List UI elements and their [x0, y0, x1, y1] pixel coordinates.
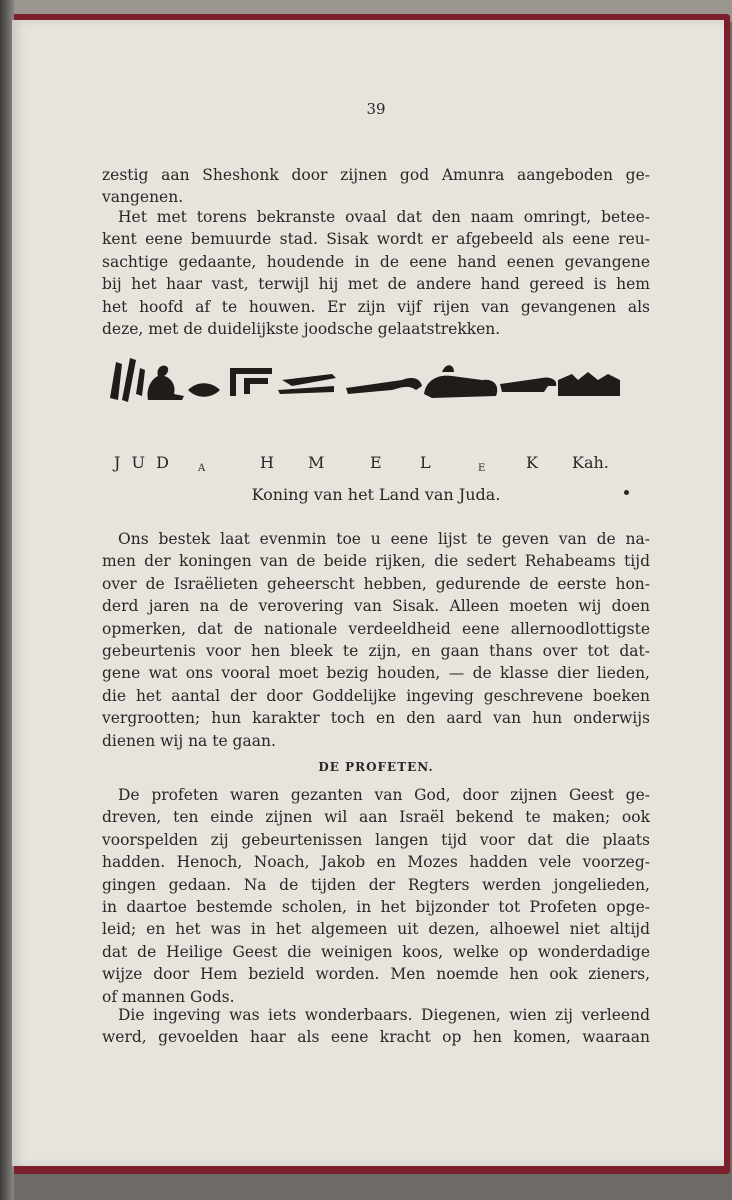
translit-k: K — [526, 453, 541, 472]
hieroglyph-row — [102, 350, 650, 410]
text-line: over de Israëlieten geheerscht hebben, gedurende de eerste hon- — [102, 574, 650, 593]
text-line: De profeten waren gezanten van God, door zijnen Geest ge- — [118, 786, 650, 804]
text-line: men der koningen van de beide rijken, die sedert Rehabeams tijd — [102, 552, 650, 571]
text-line: bij het haar vast, terwijl hij met de andere hand gereed is hem — [102, 275, 650, 294]
translit-a: A — [198, 463, 209, 474]
snake-glyph — [346, 378, 422, 394]
hieroglyph-caption: Koning van het Land van Juda. — [251, 485, 501, 504]
text-line: vangenen. — [102, 188, 184, 207]
page-number: 39 — [366, 100, 386, 118]
text-line: die het aantal der door Goddelijke ingeving geschrevene boeken — [102, 686, 650, 705]
text-line: Die ingeving was iets wonderbaars. Diegenen, wien zij verleend — [118, 1006, 650, 1024]
basket-glyph — [558, 372, 620, 396]
lion-glyph — [424, 365, 497, 398]
paragraph-1 — [102, 164, 650, 209]
house-glyph — [230, 368, 272, 396]
water-glyph — [278, 374, 336, 394]
transliteration-row — [102, 452, 650, 478]
text-line: of mannen Gods. — [102, 987, 235, 1006]
text-line: wijze door Hem bezield worden. Men noemde hen ook zieners, — [102, 965, 650, 984]
text-line: dat de Heilige Geest die weinigen koos, welke op wonderdadige — [102, 942, 650, 961]
text-line: in daartoe bestemde scholen, in het bijzonder tot Profeten opge- — [102, 898, 650, 917]
arm-glyph — [500, 377, 556, 392]
section-heading: DE PROFETEN. — [318, 760, 434, 774]
bird-glyph — [147, 366, 184, 400]
text-line: vergrootten; hun karakter toch en den aard van hun onderwijs — [102, 709, 650, 728]
translit-e: E — [370, 453, 385, 472]
reed-glyph — [110, 358, 145, 402]
paragraph-3 — [102, 528, 650, 752]
translit-e2: E — [478, 463, 489, 474]
text-line: gingen gedaan. Na de tijden der Regters werden jongelieden, — [102, 875, 650, 894]
text-line: het hoofd af te houwen. Er zijn vijf rijen van gevangenen als — [102, 297, 650, 316]
text-line: Het met torens bekranste ovaal dat den naam omringt, betee- — [118, 208, 650, 226]
text-line: voorspelden zij gebeurtenissen langen tijd voor dat die plaats — [102, 830, 650, 849]
translit-m: M — [308, 453, 328, 472]
text-line: opmerken, dat de nationale verdeeldheid eene allernoodlottigste — [102, 619, 650, 638]
text-line: derd jaren na de verovering van Sisak. Alleen moeten wij doen — [102, 597, 650, 616]
text-line: kent eene bemuurde stad. Sisak wordt er afgebeeld als eene reu- — [102, 230, 650, 249]
translit-h: H — [260, 453, 277, 472]
text-line: dreven, ten einde zijnen wil aan Israël bekend te maken; ook — [102, 808, 650, 827]
ink-dot — [624, 490, 629, 495]
paragraph-4 — [102, 784, 650, 1008]
text-line: gebeurtenis voor hen bleek te zijn, en gaan thans over tot dat- — [102, 642, 650, 661]
translit-jud: J U D — [114, 453, 172, 472]
translit-kah: Kah. — [572, 453, 609, 472]
paragraph-5 — [102, 1004, 650, 1049]
text-line: zestig aan Sheshonk door zijnen god Amunra aangeboden ge- — [102, 166, 650, 184]
text-line: dienen wij na te gaan. — [102, 731, 276, 750]
book-page — [12, 20, 724, 1166]
paragraph-2 — [102, 206, 650, 340]
text-line: deze, met de duidelijkste joodsche gelaatstrekken. — [102, 320, 501, 339]
text-line: leid; en het was in het algemeen uit dezen, alhoewel niet altijd — [102, 920, 650, 939]
text-line: sachtige gedaante, houdende in de eene hand eenen gevangene — [102, 252, 650, 271]
text-line: werd, gevoelden haar als eene kracht op hen komen, waaraan — [102, 1028, 650, 1047]
text-line: Ons bestek laat evenmin toe u eene lijst te geven van de na- — [118, 530, 650, 548]
text-line: hadden. Henoch, Noach, Jakob en Mozes hadden vele voorzeg- — [102, 853, 650, 872]
mouth-glyph — [188, 383, 220, 397]
translit-l: L — [420, 453, 434, 472]
text-line: gene wat ons vooral moet bezig houden, — de klasse dier lieden, — [102, 664, 650, 683]
